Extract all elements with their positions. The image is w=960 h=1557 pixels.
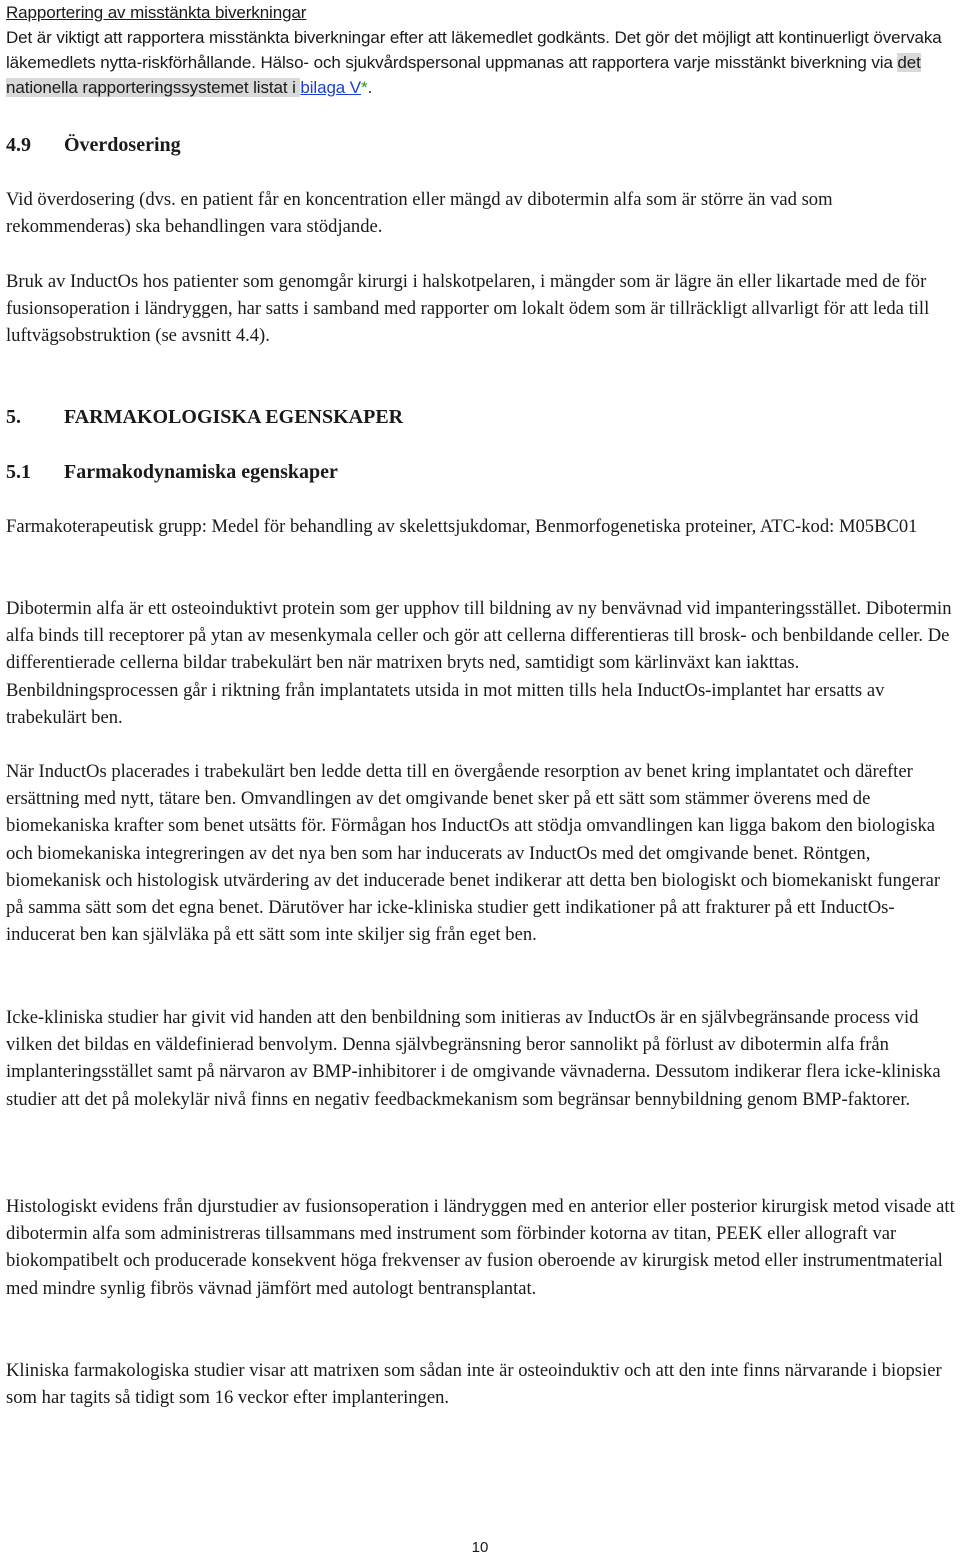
asterisk-mark: * — [361, 78, 368, 97]
section-5-1-number: 5.1 — [6, 461, 31, 483]
clinical-pharmacology-paragraph — [6, 1357, 956, 1411]
mechanism-paragraph — [6, 595, 956, 731]
section-4-9-title: Överdosering — [64, 134, 181, 156]
remodeling-text: När InductOs placerades i trabekulärt ben ledde detta till en övergående resorption av benet kring implantatet och därefter ersättning med nytt, tätare ben. Omvandlingen av det omgivande benet sker på ett sätt som stämmer överens med de biomekaniska krafter som benet utsätts för. Förmågan hos InductOs att stödja omvandlingen kan ligga bakom den biologiska och biomekaniska integreringen av det nya ben som har inducerats av InductOs med det omgivande benet. Röntgen, biomekanisk och histologisk utvärdering av det inducerade benet indikerar att detta ben biologiskt och biomekaniskt fungerar på samma sätt som det egna benet. Därutöver har icke-kliniska studier gett indikationer på att frakturer på ett InductOs-inducerat ben kan självläka på ett sätt som inte skiljer sig från eget ben. — [6, 761, 941, 946]
histology-text: Histologiskt evidens från djurstudier av fusionsoperation i ländryggen med en anterior eller posterior kirurgisk metod visade att dibotermin alfa som administreras tillsammans med instrument som förbinder kotorna av titan, PEEK eller allograft var biokompatibelt och producerade konsekvent höga frekvenser av fusion oberoende av kirurgisk metod eller instrumentmaterial med mindre synlig fibrös vävnad jämfört med autologt bentransplantat. — [6, 1196, 955, 1299]
section-4-9-number: 4.9 — [6, 134, 31, 156]
overdose-paragraph-1 — [6, 186, 956, 240]
reporting-text-highlight: det nationella rapporteringssystemet listat i — [6, 53, 921, 97]
pharmaco-group-paragraph — [6, 513, 956, 540]
pharmaco-group-text: Farmakoterapeutisk grupp: Medel för behandling av skelettsjukdomar, Benmorfogenetiska proteiner, ATC-kod: M05BC01 — [6, 516, 918, 537]
section-5-heading — [6, 403, 403, 431]
self-limiting-text: Icke-kliniska studier har givit vid handen att den benbildning som initieras av InductOs är en självbegränsande process vid vilken det bildas en väldefinierad benvolym. Denna självbegränsning beror sannolikt på förlust av dibotermin alfa från implanteringsstället samt på närvaron av BMP-inhibitorer i de omgivande vävnaderna. Dessutom indikerar flera icke-kliniska studier att det på molekylär nivå finns en negativ feedbackmekanism som begränsar bennybildning genom BMP-faktorer. — [6, 1007, 941, 1110]
self-limiting-paragraph — [6, 1004, 956, 1113]
remodeling-paragraph — [6, 758, 956, 948]
section-5-title: FARMAKOLOGISKA EGENSKAPER — [64, 406, 404, 428]
overdose-text-2: Bruk av InductOs hos patienter som genomgår kirurgi i halskotpelaren, i mängder som är lägre än eller likartade med de för fusionsoperation i ländryggen, har satts i samband med rapporter om lokalt ödem som är tillräckligt allvarligt för att leda till luftvägsobstruktion (se avsnitt 4.4). — [6, 271, 930, 347]
mechanism-text: Dibotermin alfa är ett osteoinduktivt protein som ger upphov till bildning av ny benvävnad vid impanteringsstället. Dibotermin alfa binds till receptorer på ytan av mesenkymala celler och gör att cellerna differentieras till brosk- och benbildande celler. De differentierade cellerna bildar trabekulärt ben när matrixen bryts ned, samtidigt som kärlinväxt kan iakttas. Benbildningsprocessen går i riktning från implantatets utsida in mot mitten tills hela InductOs-implantet har ersatts av trabekulärt ben. — [6, 598, 952, 728]
reporting-title: Rapportering av misstänkta biverkningar — [6, 3, 307, 22]
section-5-1-heading — [6, 458, 338, 486]
clinical-pharmacology-text: Kliniska farmakologiska studier visar att matrixen som sådan inte är osteoinduktiv och att den inte finns närvarande i biopsier som har tagits så tidigt som 16 veckor efter implanteringen. — [6, 1360, 942, 1409]
page-number: 10 — [471, 1539, 489, 1556]
reporting-text-end: . — [367, 78, 373, 97]
histology-paragraph — [6, 1193, 956, 1302]
reporting-text — [6, 25, 956, 100]
section-5-number: 5. — [6, 406, 21, 428]
section-5-1-title: Farmakodynamiska egenskaper — [64, 461, 338, 483]
overdose-text-1: Vid överdosering (dvs. en patient får en koncentration eller mängd av dibotermin alfa som är större än vad som rekommenderas) ska behandlingen vara stödjande. — [6, 189, 833, 238]
reporting-section — [6, 0, 956, 100]
reporting-text-body: Det är viktigt att rapportera misstänkta biverkningar efter att läkemedlet godkänts. Det gör det möjligt att kontinuerligt övervaka läkemedlets nytta-riskförhållande. Hälso- och sjukvårdspersonal uppmanas att rapportera varje misstänkt biverkning via — [6, 28, 942, 72]
appendix-v-link[interactable]: bilaga V — [300, 78, 362, 97]
overdose-paragraph-2 — [6, 268, 956, 350]
section-4-9-heading — [6, 131, 181, 159]
